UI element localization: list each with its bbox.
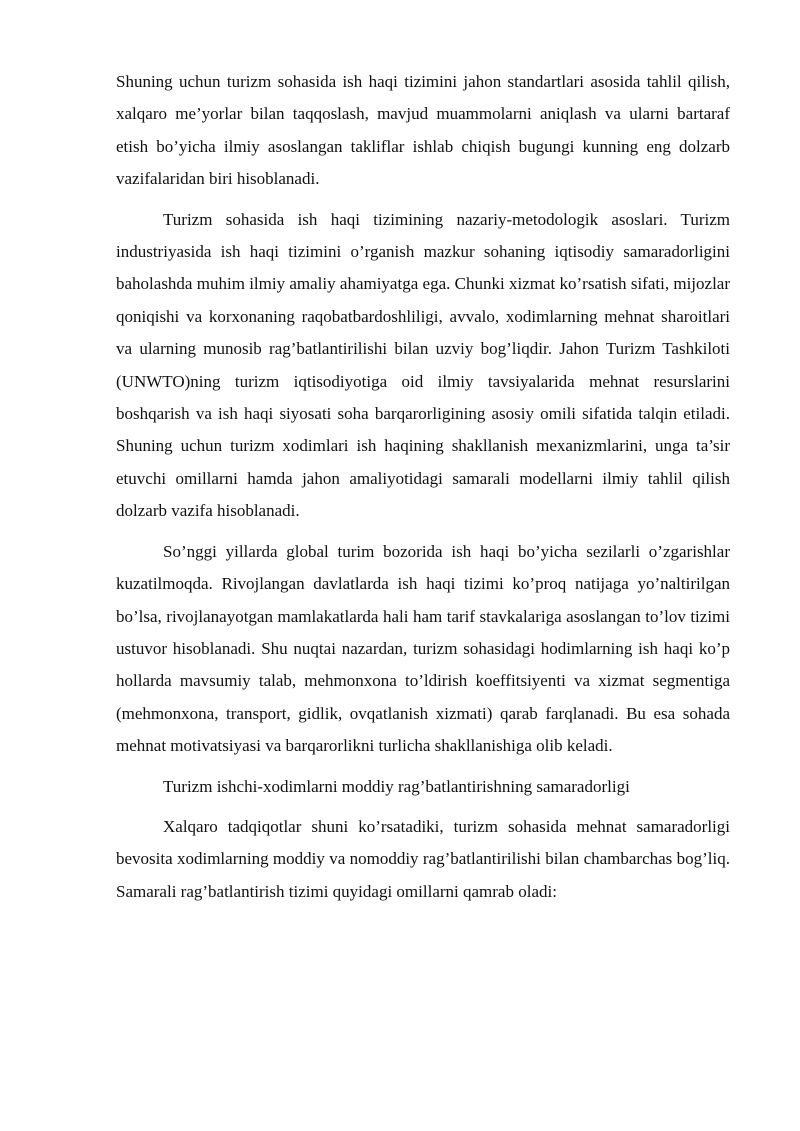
document-page (116, 66, 730, 908)
paragraph-theory: Turizm sohasida ish haqi tizimining nazariy-metodologik asoslari. Turizm industriyasida ish haqi tizimini o’rganish mazkur sohaning iqtisodiy samaradorligini baholashda muhim ilmiy amaliy ahamiyatga ega. Chunki xizmat ko’rsatish sifati, mijozlar qoniqishi va korxonaning raqobatbardoshliligi, avvalo, xodimlarning mehnat sharoitlari va ularning munosib rag’batlantirilishi bilan uzviy bog’liqdir. Jahon Turizm Tashkiloti (UNWTO)ning turizm iqtisodiyotiga oid ilmiy tavsiyalarida mehnat resurslarini boshqarish va ish haqi siyosati soha barqarorligining asosiy omili sifatida talqin etiladi. Shuning uchun turizm xodimlari ish haqining shakllanish mexanizmlarini, unga ta’sir etuvchi omillarni hamda jahon amaliyotidagi samarali modellarni ilmiy tahlil qilish dolzarb vazifa hisoblanadi. (116, 209, 730, 521)
paragraph-intro: Shuning uchun turizm sohasida ish haqi tizimini jahon standartlari asosida tahlil qilish, xalqaro me’yorlar bilan taqqoslash, mavjud muammolarni aniqlash va ularni bartaraf etish bo’yicha ilmiy asoslangan takliflar ishlab chiqish bugungi kunning eng dolzarb vazifalaridan biri hisoblanadi. (116, 72, 730, 189)
paragraph-international-research: Xalqaro tadqiqotlar shuni ko’rsatadiki, turizm sohasida mehnat samaradorligi bevosita xodimlarning moddiy va nomoddiy rag’batlantirilishi bilan chambarchas bog’liq. Samarali rag’batlantirish tizimi quyidagi omillarni qamrab oladi: (116, 816, 730, 901)
paragraph-global-trends: So’nggi yillarda global turim bozorida ish haqi bo’yicha sezilarli o’zgarishlar kuzatilmoqda. Rivojlangan davlatlarda ish haqi tizimi ko’proq natijaga yo’naltirilgan bo’lsa, rivojlanayotgan mamlakatlarda hali ham tarif stavkalariga asoslangan to’lov tizimi ustuvor hisoblanadi. Shu nuqtai nazardan, turizm sohasidagi hodimlarning ish haqi ko’p hollarda mavsumiy talab, mehmonxona to’ldirish koeffitsiyenti va xizmat segmentiga (mehmonxona, transport, gidlik, ovqatlanish xizmati) qarab farqlanadi. Bu esa sohada mehnat motivatsiyasi va barqarorlikni turlicha shakllanishiga olib keladi. (116, 541, 730, 756)
section-heading: Turizm ishchi-xodimlarni moddiy rag’batlantirishning samaradorligi (163, 776, 630, 796)
